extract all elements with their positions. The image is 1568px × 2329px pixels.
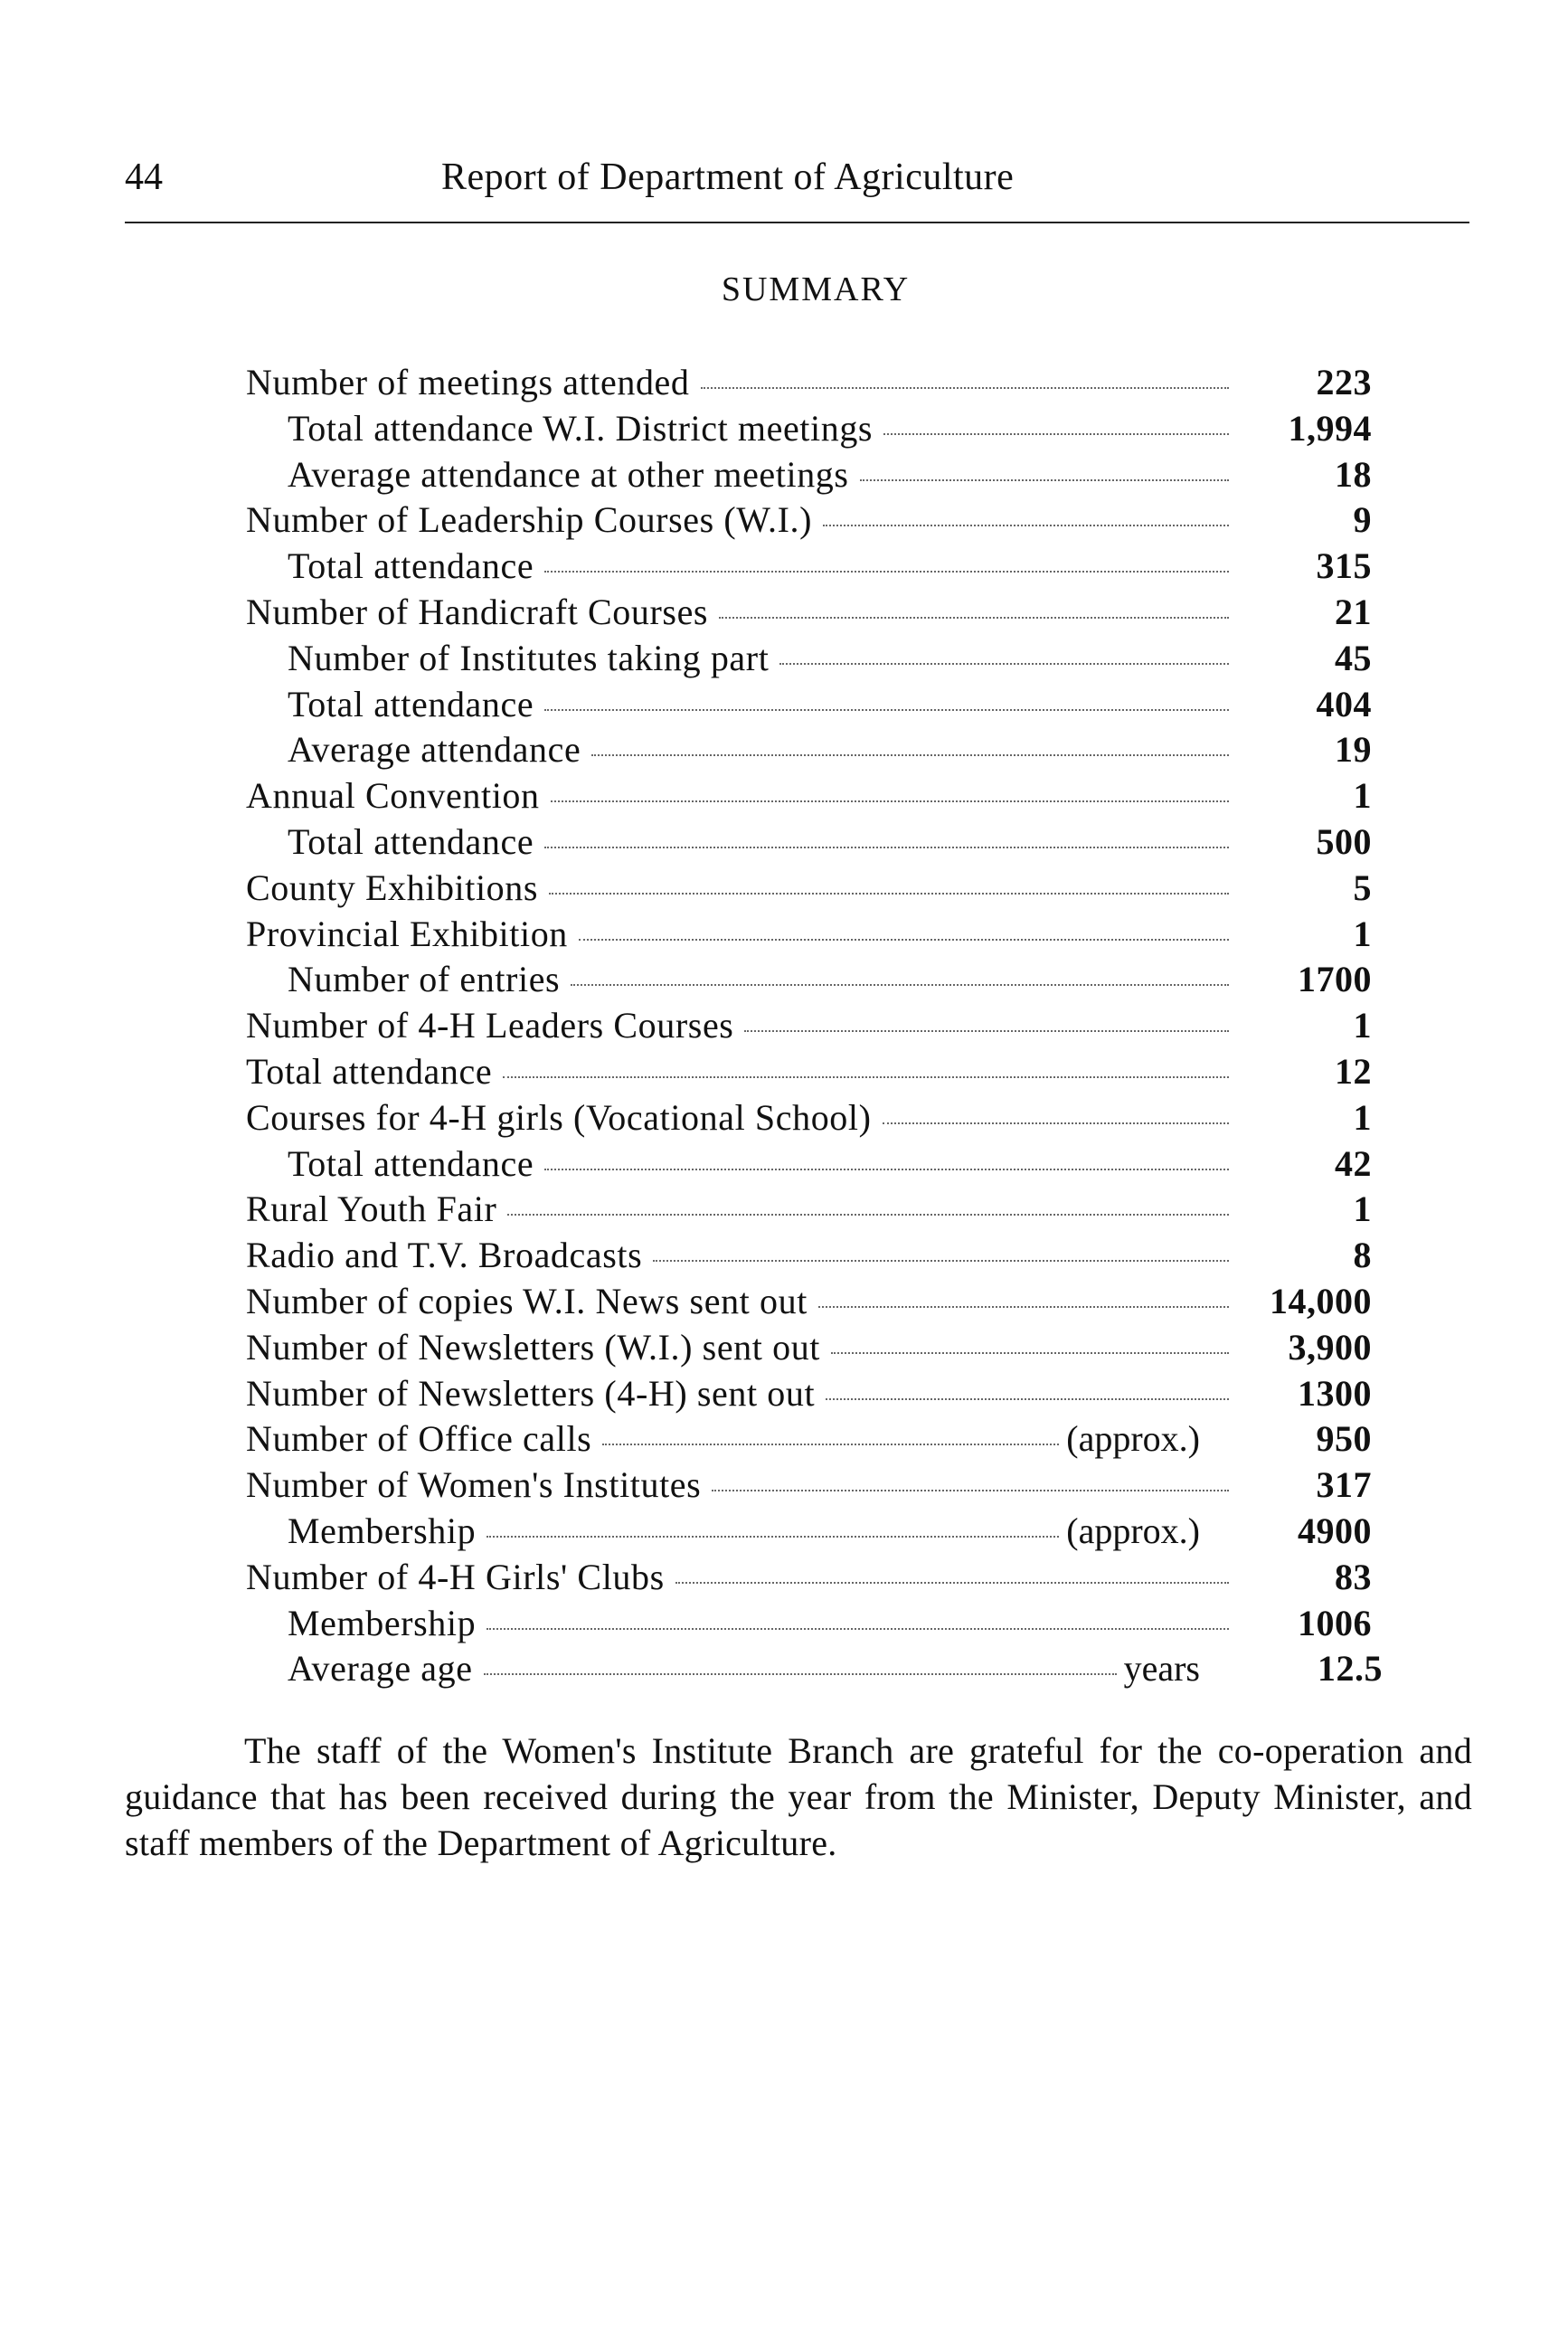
dot-leader (549, 893, 1229, 895)
dot-leader (883, 433, 1229, 435)
dot-leader (484, 1673, 1117, 1675)
dot-leader (579, 939, 1229, 941)
summary-row-label: Total attendance (288, 545, 534, 587)
summary-row-label: Rural Youth Fair (246, 1188, 497, 1230)
summary-row-value: 1 (1353, 913, 1372, 954)
summary-row-label: Number of copies W.I. News sent out (246, 1280, 808, 1321)
dot-leader (779, 663, 1229, 665)
summary-row-value: 1,994 (1288, 407, 1372, 449)
summary-row (246, 773, 1372, 819)
summary-row-label: Number of Women's Institutes (246, 1464, 702, 1506)
header-rule (125, 222, 1469, 223)
dot-leader (653, 1260, 1229, 1262)
summary-row-value: 18 (1335, 453, 1372, 495)
summary-row (246, 544, 1372, 590)
dot-leader (544, 709, 1229, 711)
summary-row-value: 8 (1353, 1235, 1372, 1276)
summary-row (246, 957, 1372, 1003)
summary-row-label: Provincial Exhibition (246, 913, 568, 954)
summary-row (246, 682, 1372, 728)
summary-row (246, 727, 1372, 773)
summary-row-label: Number of 4-H Leaders Courses (246, 1005, 734, 1046)
summary-row-value: 9 (1353, 499, 1372, 541)
dot-leader (544, 847, 1229, 848)
summary-row (246, 452, 1372, 498)
summary-row-label: Number of entries (288, 959, 561, 1000)
dot-leader (860, 479, 1229, 481)
summary-row-value: 4900 (1298, 1510, 1372, 1551)
summary-row-label: County Exhibitions (246, 866, 539, 908)
summary-row (246, 1141, 1372, 1188)
summary-row-qualifier: (approx.) (1066, 1418, 1200, 1460)
summary-row-value: 500 (1316, 820, 1372, 862)
summary-list (246, 360, 1383, 1692)
summary-row-label: Average attendance at other meetings (288, 453, 849, 495)
summary-row-value: 404 (1316, 683, 1372, 724)
summary-row-label: Average attendance (288, 729, 581, 771)
dot-leader (818, 1306, 1229, 1308)
dot-leader (571, 984, 1229, 986)
summary-row-qualifier: years (1123, 1648, 1200, 1690)
summary-row (246, 1555, 1372, 1601)
summary-row-label: Total attendance (288, 820, 534, 862)
summary-row (246, 866, 1372, 912)
summary-row (246, 636, 1372, 682)
summary-row-value: 12 (1335, 1050, 1372, 1092)
dot-leader (486, 1536, 1059, 1538)
dot-leader (831, 1352, 1229, 1354)
summary-row-value: 317 (1316, 1464, 1372, 1506)
dot-leader (675, 1582, 1229, 1584)
dot-leader (507, 1214, 1229, 1216)
dot-leader (544, 1169, 1229, 1170)
summary-row-label: Number of 4-H Girls' Clubs (246, 1556, 665, 1597)
summary-row-label: Average age (288, 1648, 473, 1690)
summary-row (246, 1095, 1372, 1141)
summary-row-label: Courses for 4-H girls (Vocational School) (246, 1096, 872, 1138)
summary-row-value: 950 (1316, 1418, 1372, 1460)
dot-leader (544, 571, 1229, 573)
dot-leader (486, 1628, 1229, 1630)
summary-row-label: Number of Handicraft Courses (246, 591, 709, 632)
dot-leader (591, 754, 1229, 756)
dot-leader (719, 617, 1229, 619)
summary-row-label: Annual Convention (246, 775, 540, 817)
summary-row-value: 19 (1335, 729, 1372, 771)
summary-row-label: Number of Newsletters (W.I.) sent out (246, 1326, 821, 1368)
summary-row-label: Radio and T.V. Broadcasts (246, 1235, 643, 1276)
summary-row-value: 5 (1353, 866, 1372, 908)
summary-row-label: Number of Newsletters (4-H) sent out (246, 1372, 816, 1414)
summary-row (246, 360, 1372, 406)
summary-row-value: 12.5 (1318, 1648, 1383, 1690)
summary-row (246, 1463, 1372, 1509)
summary-row (246, 1325, 1372, 1371)
dot-leader (826, 1398, 1229, 1400)
summary-row-label: Number of Institutes taking part (288, 637, 770, 678)
summary-row-label: Total attendance W.I. District meetings (288, 407, 874, 449)
summary-row (246, 1049, 1372, 1095)
summary-row (246, 406, 1372, 452)
dot-leader (883, 1122, 1229, 1124)
summary-row-value: 223 (1316, 362, 1372, 402)
dot-leader (701, 387, 1230, 389)
summary-row-value: 1700 (1298, 959, 1372, 1000)
summary-row-value: 42 (1335, 1142, 1372, 1184)
summary-row-value: 1 (1353, 1096, 1372, 1138)
summary-row-value: 45 (1335, 637, 1372, 678)
summary-row (246, 1509, 1372, 1555)
summary-row-qualifier: (approx.) (1066, 1510, 1200, 1551)
page-header (125, 156, 1481, 210)
summary-title: SUMMARY (721, 270, 911, 308)
closing-paragraph: The staff of the Women's Institute Branch are grateful for the co-operation and guidance that has been received during the year from the Minister, Deputy Minister, and staff members of the Department of Agriculture. (125, 1730, 1472, 1863)
summary-row (246, 1187, 1372, 1233)
summary-row-value: 83 (1335, 1556, 1372, 1597)
summary-row (246, 819, 1372, 866)
summary-row-value: 1 (1353, 1005, 1372, 1046)
summary-row-label: Membership (288, 1510, 477, 1551)
summary-row-label: Total attendance (288, 1142, 534, 1184)
summary-row-value: 3,900 (1288, 1326, 1372, 1368)
summary-row-value: 1 (1353, 1188, 1372, 1230)
summary-row (246, 497, 1372, 544)
summary-row (246, 590, 1372, 636)
dot-leader (744, 1030, 1229, 1032)
running-title: Report of Department of Agriculture (441, 156, 1015, 198)
dot-leader (823, 525, 1229, 526)
summary-row-label: Number of Office calls (246, 1418, 592, 1460)
dot-leader (602, 1444, 1059, 1445)
summary-row-value: 21 (1335, 591, 1372, 632)
summary-row (246, 1233, 1372, 1279)
summary-row-label: Number of Leadership Courses (W.I.) (246, 499, 813, 541)
summary-row (246, 1279, 1372, 1325)
summary-row-label: Membership (288, 1602, 477, 1643)
summary-row (246, 1646, 1383, 1692)
summary-row-value: 1 (1353, 775, 1372, 817)
summary-row-label: Number of meetings attended (246, 362, 690, 402)
page-number: 44 (125, 156, 163, 198)
summary-row (246, 1416, 1372, 1463)
dot-leader (503, 1076, 1229, 1078)
summary-row (246, 1003, 1372, 1049)
summary-row (246, 1371, 1372, 1417)
summary-row-value: 1300 (1298, 1372, 1372, 1414)
summary-row-label: Total attendance (246, 1050, 493, 1092)
summary-row-value: 1006 (1298, 1602, 1372, 1643)
summary-row-value: 14,000 (1270, 1280, 1372, 1321)
summary-row-label: Total attendance (288, 683, 534, 724)
summary-row (246, 912, 1372, 958)
summary-row-value: 315 (1316, 545, 1372, 587)
dot-leader (712, 1490, 1229, 1491)
dot-leader (551, 800, 1229, 802)
summary-row (246, 1601, 1372, 1647)
